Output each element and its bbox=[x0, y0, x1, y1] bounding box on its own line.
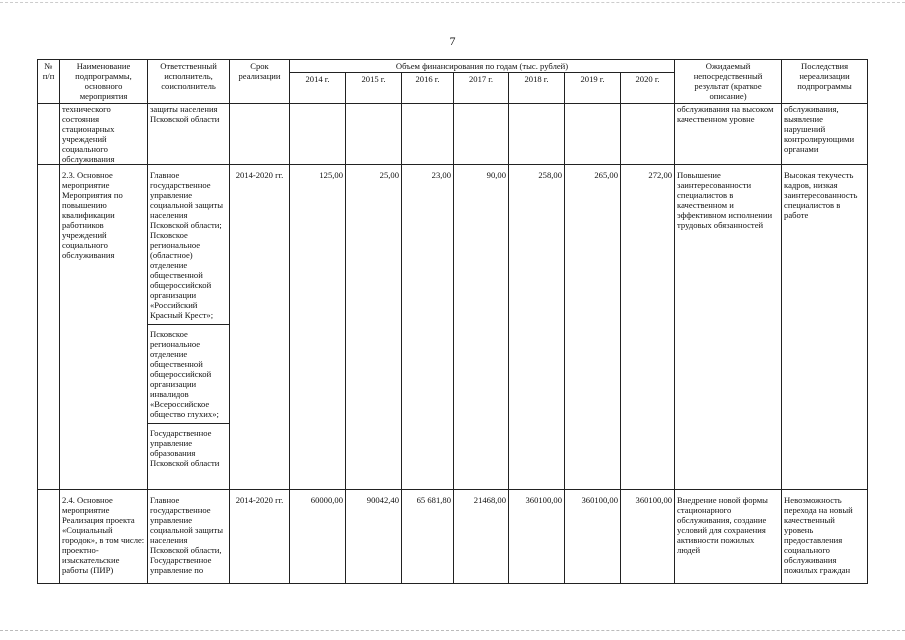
row-consequences: Высокая текучесть кадров, низкая заинтересованность специалистов в работе bbox=[782, 165, 868, 490]
row-value: 360100,00 bbox=[509, 490, 565, 584]
row-value: 258,00 bbox=[509, 165, 565, 490]
financing-table bbox=[37, 59, 868, 584]
header-year: 2020 г. bbox=[621, 73, 675, 104]
row-value: 23,00 bbox=[402, 165, 454, 490]
row-value bbox=[290, 104, 346, 165]
row-responsible bbox=[148, 490, 230, 584]
row-expected: Внедрение новой формы стационарного обслуживания, создание условий для сохранения активности пожилых людей bbox=[675, 490, 782, 584]
responsible-entry: Главное государственное управление социальной защиты населения Псковской области; Псковское региональное (областное) отделение общественной общероссийской организации «Российский Красный Крест»; bbox=[150, 170, 224, 320]
row-value bbox=[454, 104, 509, 165]
page-number: 7 bbox=[449, 34, 456, 48]
row-responsible bbox=[148, 165, 230, 490]
row-num bbox=[38, 165, 60, 490]
row-consequences: Невозможность перехода на новый качественный уровень предоставления социального обслуживания пожилых граждан bbox=[782, 490, 868, 584]
row-term bbox=[230, 104, 290, 165]
row-name: 2.3. Основное мероприятие Мероприятия по повышению квалификации работников учреждений социального обслуживания bbox=[60, 165, 148, 490]
row-consequences: обслуживания, выявление нарушений контролирующими органами bbox=[782, 104, 868, 165]
row-value: 360100,00 bbox=[565, 490, 621, 584]
scan-bottom-edge bbox=[0, 630, 905, 631]
row-value bbox=[346, 104, 402, 165]
responsible-entry: Государственное управление образования Псковской области bbox=[148, 423, 229, 468]
row-term: 2014-2020 гг. bbox=[230, 165, 290, 490]
row-value: 265,00 bbox=[565, 165, 621, 490]
header-num: № п/п bbox=[38, 60, 60, 104]
header-responsible: Ответственный исполнитель, соисполнитель bbox=[148, 60, 230, 104]
responsible-entry: защиты населения Псковской области bbox=[150, 104, 220, 124]
table-row bbox=[38, 104, 868, 165]
row-value: 60000,00 bbox=[290, 490, 346, 584]
header-year: 2014 г. bbox=[290, 73, 346, 104]
header-name: Наименование подпрограммы, основного мероприятия bbox=[60, 60, 148, 104]
row-name: 2.4. Основное мероприятие Реализация проекта «Социальный городок», в том числе: проектно-изыскательские работы (ПИР) bbox=[60, 490, 148, 584]
scan-top-edge bbox=[0, 2, 905, 3]
row-value: 125,00 bbox=[290, 165, 346, 490]
row-term: 2014-2020 гг. bbox=[230, 490, 290, 584]
row-value bbox=[621, 104, 675, 165]
header-row-1 bbox=[38, 60, 868, 73]
header-term: Срок реализации bbox=[230, 60, 290, 104]
table-row bbox=[38, 165, 868, 490]
header-financing: Объем финансирования по годам (тыс. рублей) bbox=[290, 60, 675, 73]
row-value: 90042,40 bbox=[346, 490, 402, 584]
header-consequences: Последствия нереализации подпрограммы bbox=[782, 60, 868, 104]
row-value bbox=[565, 104, 621, 165]
header-year: 2017 г. bbox=[454, 73, 509, 104]
row-value: 25,00 bbox=[346, 165, 402, 490]
header-year: 2019 г. bbox=[565, 73, 621, 104]
row-expected: Повышение заинтересованности специалистов в качественном и эффективном исполнении трудовых обязанностей bbox=[675, 165, 782, 490]
row-value bbox=[509, 104, 565, 165]
row-value: 65 681,80 bbox=[402, 490, 454, 584]
row-value bbox=[402, 104, 454, 165]
row-value: 21468,00 bbox=[454, 490, 509, 584]
header-year: 2015 г. bbox=[346, 73, 402, 104]
row-name: технического состояния стационарных учреждений социального обслуживания bbox=[60, 104, 148, 165]
header-expected: Ожидаемый непосредственный результат (краткое описание) bbox=[675, 60, 782, 104]
responsible-entry: Главное государственное управление социальной защиты населения Псковской области, Государственное управление по bbox=[150, 495, 224, 575]
table-row bbox=[38, 490, 868, 584]
responsible-entry: Псковское региональное отделение общественной общероссийской организации инвалидов «Всероссийское общество глухих»; bbox=[148, 324, 229, 419]
row-value: 272,00 bbox=[621, 165, 675, 490]
row-expected: обслуживания на высоком качественном уровне bbox=[675, 104, 782, 165]
header-year: 2016 г. bbox=[402, 73, 454, 104]
row-value: 90,00 bbox=[454, 165, 509, 490]
row-responsible bbox=[148, 104, 230, 165]
row-num bbox=[38, 490, 60, 584]
row-value: 360100,00 bbox=[621, 490, 675, 584]
header-year: 2018 г. bbox=[509, 73, 565, 104]
row-num bbox=[38, 104, 60, 165]
